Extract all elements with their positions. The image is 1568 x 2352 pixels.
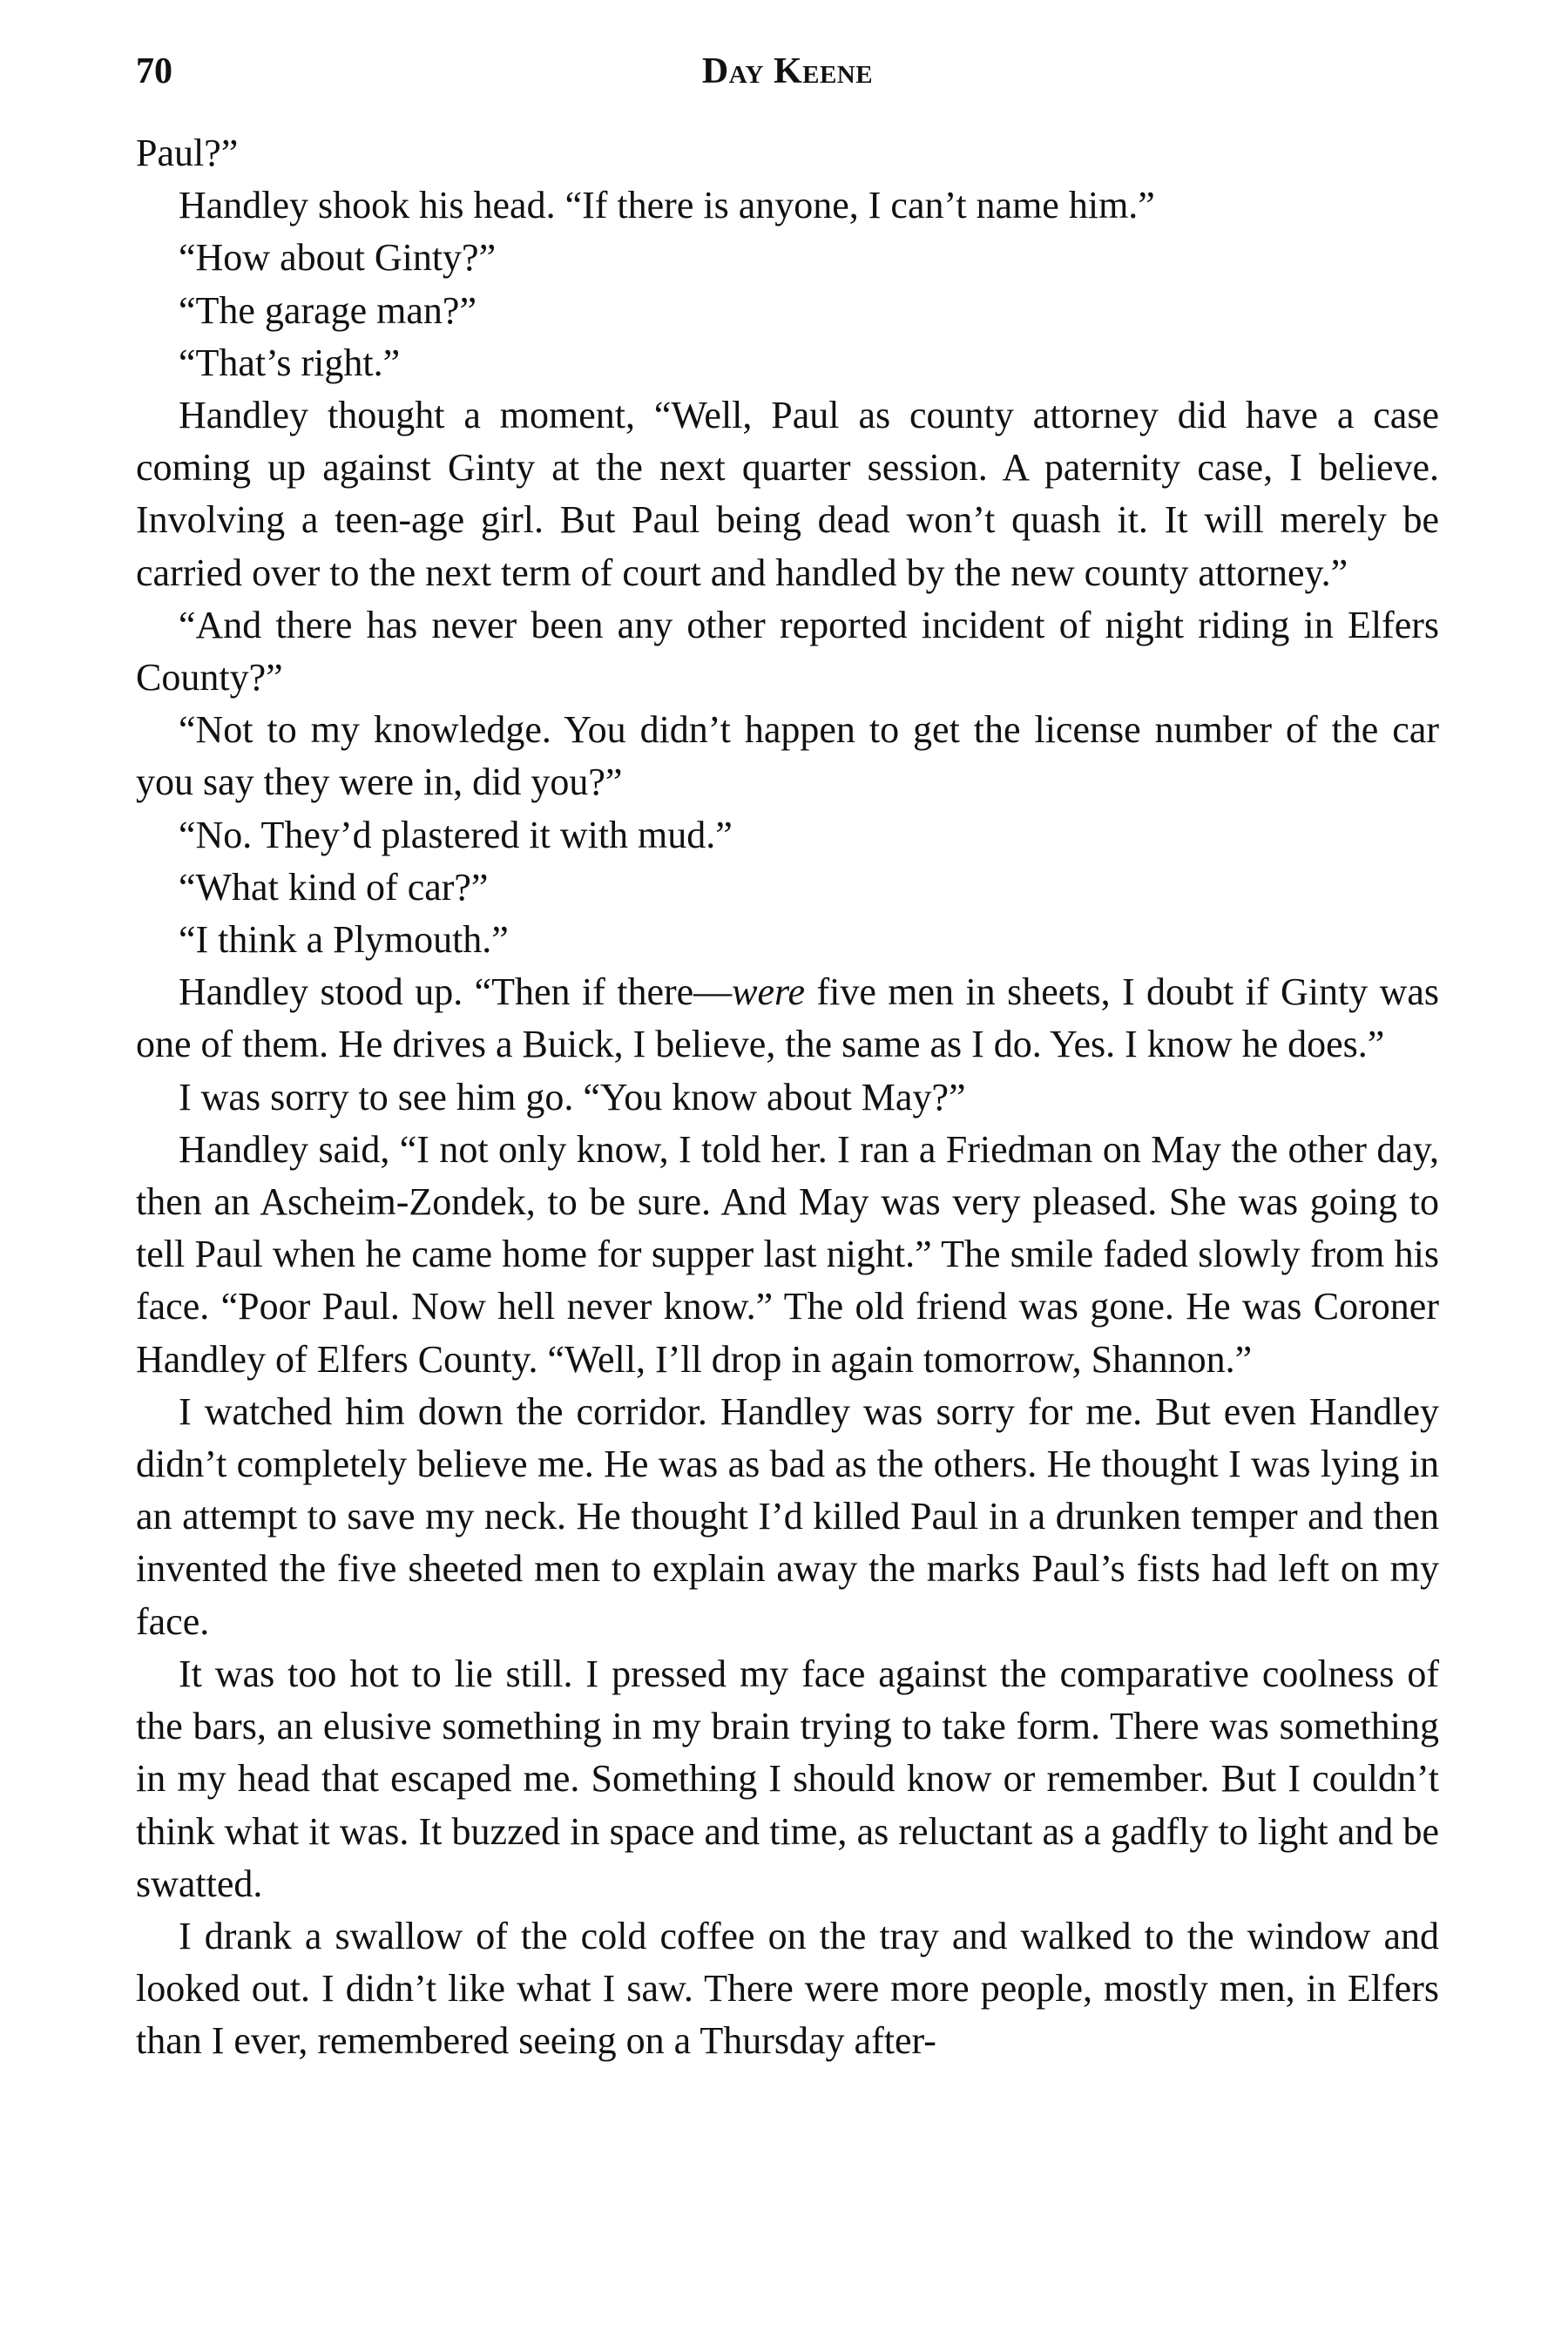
page-header: [136, 45, 1439, 98]
paragraph-with-italic: [136, 966, 1439, 1071]
italic-word: were: [732, 970, 806, 1014]
paragraph: It was too hot to lie still. I pressed my face against the comparative coolness of the bars, an elusive something in my brain trying to take form. There was something in my head that escaped me. Something I should know or remember. But I couldn’t think what it was. It buzzed in space and time, as reluctant as a gadfly to light and be swatted.: [136, 1652, 1439, 1905]
paragraph-continued: Paul?”: [136, 132, 239, 174]
paragraph: “The garage man?”: [179, 288, 476, 332]
paragraph: Handley shook his head. “If there is anyone, I can’t name him.”: [179, 184, 1155, 227]
paragraph: “That’s right.”: [179, 341, 401, 384]
text-segment: Handley stood up. “Then if there—: [179, 970, 733, 1014]
paragraph: “No. They’d plastered it with mud.”: [179, 813, 733, 856]
paragraph: I was sorry to see him go. “You know about May?”: [179, 1075, 966, 1119]
running-head: Day Keene: [701, 51, 874, 91]
paragraph: “Not to my knowledge. You didn’t happen to get the license number of the car you say they were in, did you?”: [136, 708, 1439, 804]
paragraph: I watched him down the corridor. Handley was sorry for me. But even Handley didn’t completely believe me. He was as bad as the others. He thought I was lying in an attempt to save my neck. He thought I’d killed Paul in a drunken temper and then invented the five sheeted men to explain away the marks Paul’s fists had left on my face.: [136, 1389, 1439, 1643]
paragraph: “I think a Plymouth.”: [179, 918, 509, 962]
body-text: [136, 127, 1439, 2068]
paragraph: “What kind of car?”: [179, 865, 489, 909]
paragraph: Handley thought a moment, “Well, Paul as county attorney did have a case coming up against Ginty at the next quarter session. A paternity case, I believe. Involving a teen-age girl. But Paul being dead won’t quash it. It will merely be carried over to the next term of court and handled by the new county attorney.”: [136, 394, 1439, 594]
paragraph: “And there has never been any other reported incident of night riding in Elfers County?”: [136, 603, 1439, 700]
paragraph: Handley said, “I not only know, I told her. I ran a Friedman on May the other day, then an Ascheim-Zondek, to be sure. And May was very pleased. She was going to tell Paul when he came home for supper last night.” The smile faded slowly from his face. “Poor Paul. Now hell never know.” The old friend was gone. He was Coroner Handley of Elfers County. “Well, I’ll drop in again tomorrow, Shannon.”: [136, 1127, 1439, 1381]
paragraph: I drank a swallow of the cold coffee on the tray and walked to the window and looked out. I didn’t like what I saw. There were more people, mostly men, in Elfers than I ever, remembered seeing on a Thursday after-: [136, 1914, 1439, 2063]
paragraph: “How about Ginty?”: [179, 236, 497, 280]
page-number: 70: [136, 51, 172, 91]
text-segment: five men in sheets, I doubt if Ginty was one of them. He drives a Buick, I believe, the same as I do. Yes. I know he does.”: [136, 970, 1440, 1066]
